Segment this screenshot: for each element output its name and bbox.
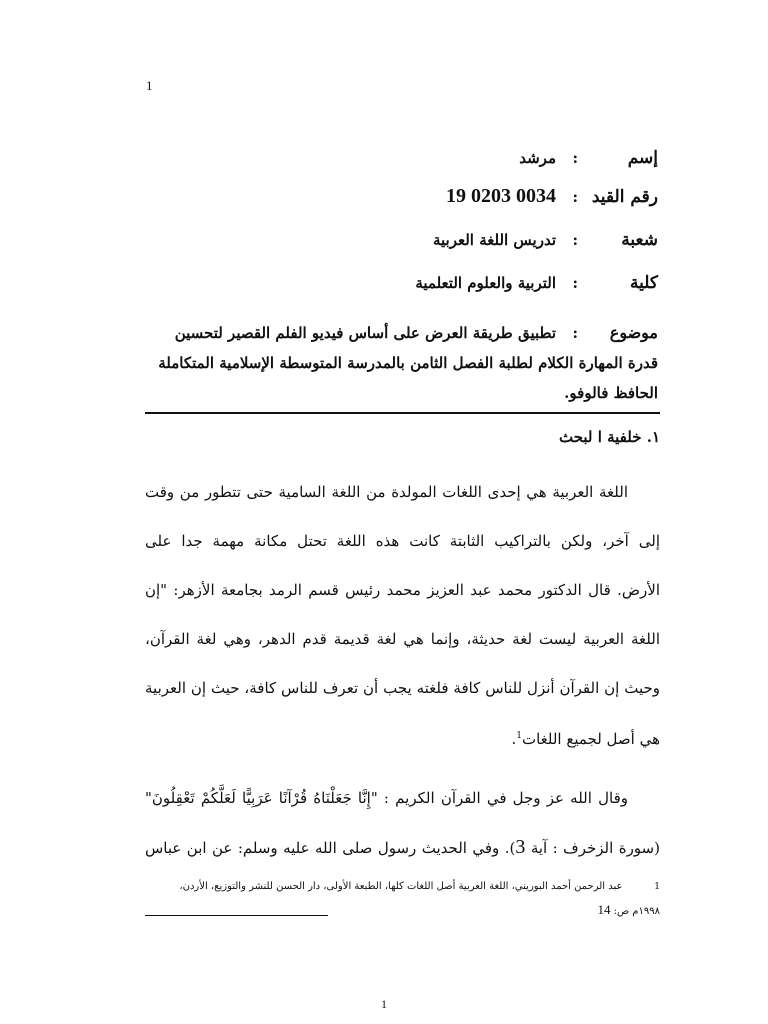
footnote-mark: 1 [654,882,660,892]
section-heading: ١. خلفية ا لبحث [558,428,660,446]
paragraph-last-line [145,726,660,749]
division-sep: : [572,231,578,249]
reg-sep: : [572,188,578,206]
reg-label: رقم القيد [591,187,658,207]
faculty-label: كلية [630,273,658,293]
paragraph-line: اللغة العربية هي إحدى اللغات المولدة من اللغة السامية حتى تتطور من وقت [145,483,628,501]
header-divider [145,412,660,414]
info-row-division [140,230,658,250]
info-row-name [140,148,658,168]
info-row-faculty [140,273,658,293]
name-value: مرشد [519,149,556,167]
reg-value: 19 0203 0034 [446,185,556,207]
page-number-top: 1 [146,78,153,93]
surah-reference-line [145,837,660,858]
topic-sep: : [572,324,578,342]
page-number-bottom: 1 [381,997,387,1011]
footnote-page: 14 [597,902,611,917]
topic-block [140,318,658,408]
footnote [145,880,660,894]
verse-number: 3 [515,836,526,858]
paragraph-line: اللغة العربية ليست لغة حديثة، وإنما هي لغة قديمة قدم الدهر، وهي لغة القرآن، [145,630,660,648]
paragraph-line: إلى آخر، ولكن بالتراكيب الثابتة كانت هذه اللغة تحتل مكانة مهمة جدا على [145,532,660,550]
paragraph-line: الأرض. قال الدكتور محمد عبد العزيز محمد رئيس قسم الرمد بجامعة الأزهر: "إن [145,581,660,599]
name-sep: : [572,149,578,167]
footnote-divider [145,915,328,916]
topic-value: تطبيق طريقة العرض على أساس فيديو الفلم القصير لتحسين قدرة المهارة الكلام لطلبة الفصل الثامن بالمدرسة المتوسطة الإسلامية المتكاملة الحافظ فالوفو. [158,324,658,402]
footnote-reference: 1 [516,731,522,741]
topic-label: موضوع [609,323,658,342]
paragraph-line: وحيث إن القرآن أنزل للناس كافة فلغته يجب أن تعرف للناس كافة، حيث إن العربية [145,679,660,697]
name-label: إسم [627,148,658,168]
footnote-text: عبد الرحمن أحمد البوريني، اللغة العربية أصل اللغات كلها، الطبعة الأولى، دار الحسن للنشر والتوزيع، الأردن، [179,881,623,892]
paragraph-last-text: هي أصل لجميع اللغات [521,730,660,748]
surah-text-a: (سورة الزخرف : آية [530,839,660,857]
surah-text-b: ). وفي الحديث رسول صلى الله عليه وسلم: عن ابن عباس [145,839,516,857]
info-row-reg [140,185,658,208]
faculty-value: التربية والعلوم التعلمية [415,274,556,292]
division-label: شعبة [621,230,658,250]
division-value: تدريس اللغة العربية [432,231,556,249]
faculty-sep: : [572,274,578,292]
paragraph-end: . [511,730,517,748]
footnote-date: ١٩٩٨م ص: [613,906,660,917]
quran-quote-line: وقال الله عز وجل في القرآن الكريم : "إِنَّا جَعَلْنَاهُ قُرْآنًا عَرَبِيًّا لَعَلَّكُمْ تَعْقِلُونَ" [145,789,628,807]
footnote-line-2 [145,903,660,919]
